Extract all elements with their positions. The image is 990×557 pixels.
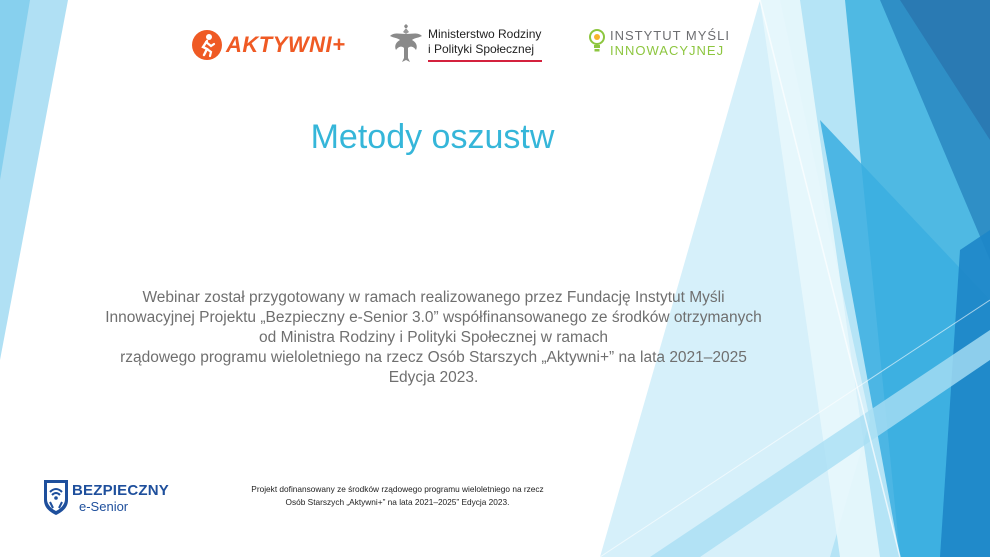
ministry-logo (388, 24, 548, 68)
institute-name-line2: INNOWACYJNEJ (610, 43, 725, 58)
ministry-name-line2: i Polityki Społecznej (428, 42, 535, 56)
description-line: Innowacyjnej Projektu „Bezpieczny e-Senior 3.0” współfinansowanego ze środków otrzymanych (105, 309, 762, 326)
shield-wifi-icon (42, 478, 70, 516)
aktywni-logo-text: AKTYWNI+ (226, 32, 346, 57)
bezpieczny-logo-line1: BEZPIECZNY (72, 482, 170, 499)
ministry-accent-bar (428, 60, 542, 62)
ministry-name-line1: Ministerstwo Rodziny (428, 27, 542, 41)
lightbulb-icon (588, 28, 606, 56)
runner-icon (192, 30, 222, 60)
footnote-line: Projekt dofinansowany ze środków rządowego programu wieloletniego na rzecz (251, 484, 544, 494)
bezpieczny-logo-line2: e-Senior (79, 499, 129, 514)
description-line: Webinar został przygotowany w ramach realizowanego przez Fundację Instytut Myśli (142, 289, 725, 306)
funding-footnote (220, 483, 575, 509)
aktywni-logo (192, 28, 352, 62)
slide-description (56, 288, 811, 388)
footnote-line: Osób Starszych „Aktywni+” na lata 2021–2025” Edycja 2023. (285, 497, 510, 507)
eagle-emblem-icon (388, 24, 424, 64)
description-line: od Ministra Rodziny i Polityki Społecznej w ramach (259, 329, 608, 346)
slide-title: Metody oszustw (310, 118, 555, 156)
bezpieczny-esenior-logo (42, 478, 172, 518)
description-line: rządowego programu wieloletniego na rzecz Osób Starszych „Aktywni+” na lata 2021–2025 (120, 349, 747, 366)
description-line: Edycja 2023. (388, 369, 479, 386)
institute-name-line1: INSTYTUT MYŚLI (610, 28, 730, 43)
institute-logo (588, 27, 748, 63)
